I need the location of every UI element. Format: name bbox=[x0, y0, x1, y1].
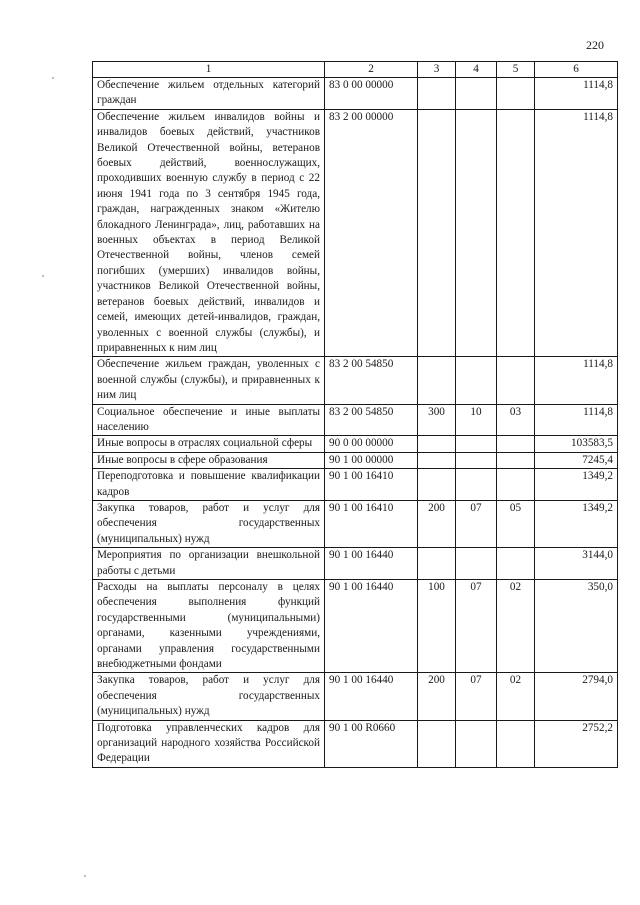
row-vr: 100 bbox=[418, 580, 456, 673]
table-row bbox=[93, 452, 618, 468]
table-header-row bbox=[93, 62, 618, 78]
row-rz: 07 bbox=[456, 580, 497, 673]
row-pr bbox=[497, 720, 535, 767]
row-rz bbox=[456, 720, 497, 767]
row-code: 90 1 00 16410 bbox=[325, 500, 418, 547]
row-pr bbox=[497, 469, 535, 501]
row-sum: 1114,8 bbox=[535, 357, 618, 404]
row-rz: 07 bbox=[456, 500, 497, 547]
row-sum: 1114,8 bbox=[535, 109, 618, 357]
column-header-pr: 5 bbox=[497, 62, 535, 78]
row-vr bbox=[418, 720, 456, 767]
scan-speck bbox=[42, 275, 43, 276]
row-vr bbox=[418, 469, 456, 501]
table-row bbox=[93, 720, 618, 767]
scan-speck bbox=[52, 77, 53, 78]
row-pr: 02 bbox=[497, 580, 535, 673]
row-sum: 7245,4 bbox=[535, 452, 618, 468]
column-header-rz: 4 bbox=[456, 62, 497, 78]
row-rz bbox=[456, 436, 497, 452]
row-vr bbox=[418, 548, 456, 580]
row-code: 90 0 00 00000 bbox=[325, 436, 418, 452]
column-header-code: 2 bbox=[325, 62, 418, 78]
table-row bbox=[93, 404, 618, 436]
row-vr bbox=[418, 357, 456, 404]
row-name: Социальное обеспечение и иные выплаты населению bbox=[93, 404, 325, 436]
scan-speck bbox=[84, 875, 85, 876]
row-rz bbox=[456, 452, 497, 468]
row-rz bbox=[456, 109, 497, 357]
row-pr: 02 bbox=[497, 673, 535, 720]
row-code: 90 1 00 16410 bbox=[325, 469, 418, 501]
row-code: 90 1 00 R0660 bbox=[325, 720, 418, 767]
table-row bbox=[93, 580, 618, 673]
row-name: Подготовка управленческих кадров для организаций народного хозяйства Российской Федерации bbox=[93, 720, 325, 767]
row-sum: 1114,8 bbox=[535, 78, 618, 110]
table-row bbox=[93, 78, 618, 110]
row-code: 83 2 00 54850 bbox=[325, 404, 418, 436]
row-pr bbox=[497, 78, 535, 110]
row-code: 90 1 00 00000 bbox=[325, 452, 418, 468]
row-name: Иные вопросы в отраслях социальной сферы bbox=[93, 436, 325, 452]
table-row bbox=[93, 673, 618, 720]
row-name: Расходы на выплаты персоналу в целях обеспечения выполнения функций государственными (муниципальными) органами, казенными учреждениями, органами управления государственными внебюджетными фондами bbox=[93, 580, 325, 673]
row-rz bbox=[456, 469, 497, 501]
row-code: 90 1 00 16440 bbox=[325, 673, 418, 720]
table-row bbox=[93, 357, 618, 404]
row-sum: 1114,8 bbox=[535, 404, 618, 436]
row-sum: 103583,5 bbox=[535, 436, 618, 452]
row-code: 90 1 00 16440 bbox=[325, 548, 418, 580]
row-sum: 3144,0 bbox=[535, 548, 618, 580]
row-code: 83 2 00 00000 bbox=[325, 109, 418, 357]
column-header-sum: 6 bbox=[535, 62, 618, 78]
row-rz bbox=[456, 357, 497, 404]
row-pr: 03 bbox=[497, 404, 535, 436]
row-pr bbox=[497, 357, 535, 404]
column-header-name: 1 bbox=[93, 62, 325, 78]
row-pr bbox=[497, 548, 535, 580]
table-row bbox=[93, 548, 618, 580]
row-sum: 350,0 bbox=[535, 580, 618, 673]
row-vr: 200 bbox=[418, 673, 456, 720]
row-vr: 300 bbox=[418, 404, 456, 436]
row-name: Обеспечение жильем граждан, уволенных с военной службы (службы), и приравненных к ним лиц bbox=[93, 357, 325, 404]
budget-table bbox=[92, 61, 618, 768]
row-name: Закупка товаров, работ и услуг для обеспечения государственных (муниципальных) нужд bbox=[93, 500, 325, 547]
table-row bbox=[93, 109, 618, 357]
row-rz: 10 bbox=[456, 404, 497, 436]
row-rz bbox=[456, 78, 497, 110]
row-vr: 200 bbox=[418, 500, 456, 547]
row-pr: 05 bbox=[497, 500, 535, 547]
row-vr bbox=[418, 436, 456, 452]
row-vr bbox=[418, 109, 456, 357]
row-sum: 2752,2 bbox=[535, 720, 618, 767]
row-pr bbox=[497, 452, 535, 468]
row-sum: 1349,2 bbox=[535, 469, 618, 501]
row-name: Переподготовка и повышение квалификации кадров bbox=[93, 469, 325, 501]
row-pr bbox=[497, 109, 535, 357]
table-row bbox=[93, 436, 618, 452]
row-name: Закупка товаров, работ и услуг для обеспечения государственных (муниципальных) нужд bbox=[93, 673, 325, 720]
row-name: Обеспечение жильем инвалидов войны и инвалидов боевых действий, участников Великой Отечественной войны, ветеранов боевых действий, военнослужащих, проходивших военную службу в период с 22 июня 1941 года по 3 сентября 1945 года, граждан, награжденных знаком «Жителю блокадного Ленинграда», лиц, работавших на военных объектах в период Великой Отечественной войны, членов семей погибших (умерших) инвалидов войны, участников Великой Отечественной войны, ветеранов боевых действий, инвалидов и семей, имеющих детей-инвалидов, граждан, уволенных с военной службы (службы), и приравненных к ним лиц bbox=[93, 109, 325, 357]
row-code: 83 0 00 00000 bbox=[325, 78, 418, 110]
row-name: Мероприятия по организации внешкольной работы с детьми bbox=[93, 548, 325, 580]
row-code: 83 2 00 54850 bbox=[325, 357, 418, 404]
row-pr bbox=[497, 436, 535, 452]
page-number: 220 bbox=[586, 38, 604, 52]
row-sum: 1349,2 bbox=[535, 500, 618, 547]
row-name: Обеспечение жильем отдельных категорий граждан bbox=[93, 78, 325, 110]
row-vr bbox=[418, 78, 456, 110]
row-rz bbox=[456, 548, 497, 580]
row-code: 90 1 00 16440 bbox=[325, 580, 418, 673]
table-row bbox=[93, 500, 618, 547]
row-rz: 07 bbox=[456, 673, 497, 720]
column-header-vr: 3 bbox=[418, 62, 456, 78]
table-row bbox=[93, 469, 618, 501]
row-sum: 2794,0 bbox=[535, 673, 618, 720]
row-name: Иные вопросы в сфере образования bbox=[93, 452, 325, 468]
row-vr bbox=[418, 452, 456, 468]
